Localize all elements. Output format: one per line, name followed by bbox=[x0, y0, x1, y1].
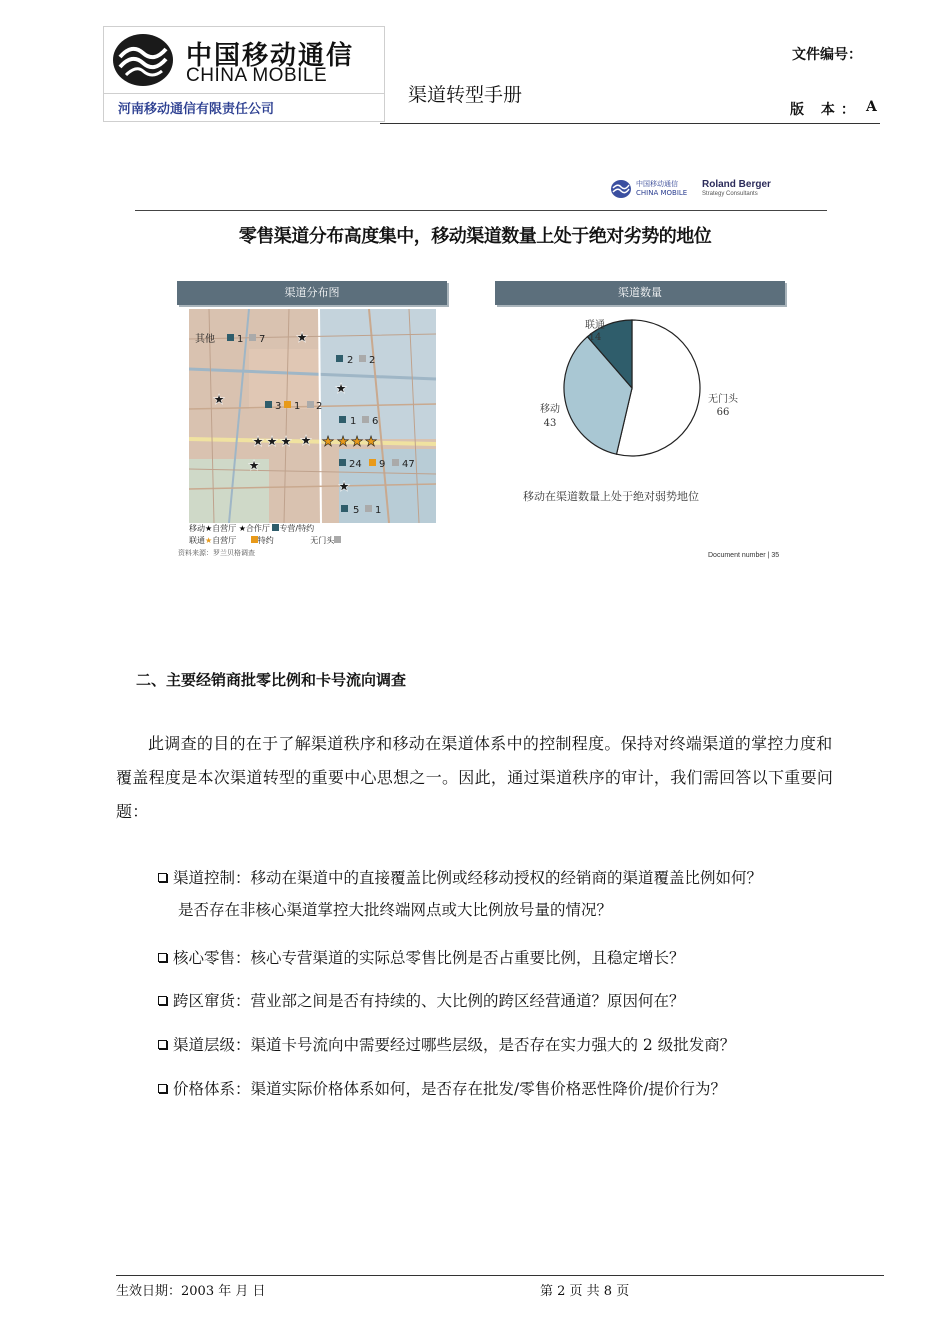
slide-title: 零售渠道分布高度集中，移动渠道数量上处于绝对劣势的地位 bbox=[238, 226, 712, 247]
bullet-cross-region: 跨区窜货：营业部之间是否有持续的、大比例的跨区经营通道？原因何在？ bbox=[158, 985, 858, 1017]
map-label: 3 bbox=[275, 401, 282, 412]
svg-text:★: ★ bbox=[212, 392, 226, 408]
bullet-channel-levels: 渠道层级：渠道卡号流向中需要经过哪些层级，是否存在实力强大的 2 级批发商？ bbox=[158, 1029, 858, 1061]
document-number-label: 文件编号： bbox=[792, 47, 862, 63]
pie-label-unicom-value: 14 bbox=[588, 332, 602, 343]
pie-caption: 移动在渠道数量上处于绝对弱势地位 bbox=[523, 490, 699, 503]
footer-divider bbox=[116, 1275, 884, 1276]
svg-text:★: ★ bbox=[295, 330, 309, 346]
svg-text:★: ★ bbox=[364, 434, 378, 450]
svg-text:★: ★ bbox=[251, 434, 265, 450]
slide-logos bbox=[610, 177, 790, 201]
map-legend: 移动★自营厅 ★合作厅 专营/特约 联通★自营厅 特约 无门头 bbox=[189, 523, 389, 547]
svg-text:★: ★ bbox=[321, 434, 335, 450]
map-label: 2 bbox=[369, 355, 376, 366]
section-heading: 二、主要经销商批零比例和卡号流向调查 bbox=[136, 671, 407, 689]
svg-text:★: ★ bbox=[337, 479, 351, 495]
map-label: 7 bbox=[259, 334, 266, 345]
map-label: 5 bbox=[353, 505, 360, 516]
svg-text:★: ★ bbox=[299, 433, 313, 449]
map-source: 资料来源：罗兰贝格调查 bbox=[178, 549, 255, 557]
svg-text:★: ★ bbox=[336, 434, 350, 450]
svg-text:★: ★ bbox=[279, 434, 293, 450]
map-label: 1 bbox=[237, 334, 244, 345]
svg-text:★: ★ bbox=[350, 434, 364, 450]
bullet-core-retail: 核心零售：核心专营渠道的实际总零售比例是否占重要比例，且稳定增长？ bbox=[158, 942, 858, 974]
pie-label-mobile-value: 43 bbox=[543, 418, 557, 429]
map-label: 47 bbox=[402, 459, 415, 470]
version-label: 版 本： bbox=[790, 102, 861, 118]
pie-label-nodoor-name: 无门头 bbox=[708, 394, 738, 405]
map-label-other: 其他 bbox=[195, 334, 215, 345]
pie-label-mobile-name: 移动 bbox=[540, 404, 560, 415]
channel-count-pie-chart bbox=[520, 310, 760, 470]
logo-english-text: CHINA MOBILE bbox=[186, 65, 328, 86]
slide-logo-roland-berger: Roland Berger bbox=[702, 179, 771, 190]
bullet-price-system: 价格体系：渠道实际价格体系如何，是否存在批发/零售价格恶性降价/提价行为？ bbox=[158, 1073, 858, 1105]
bullet-channel-control: 渠道控制：移动在渠道中的直接覆盖比例或经移动授权的经销商的渠道覆盖比例如何？ 是否存在非核心渠道掌控大批终端网点或大比例放号量的情况？ bbox=[158, 862, 858, 926]
china-mobile-small-icon bbox=[610, 179, 632, 199]
svg-text:★: ★ bbox=[334, 381, 348, 397]
checkbox-bullet-icon bbox=[158, 953, 167, 962]
pie-label-nodoor-value: 66 bbox=[716, 407, 730, 418]
china-mobile-logo bbox=[103, 26, 385, 94]
checkbox-bullet-icon bbox=[158, 1040, 167, 1049]
map-label: 1 bbox=[350, 416, 357, 427]
map-label: 9 bbox=[379, 459, 386, 470]
slide-logo-rb-sub: Strategy Consultants bbox=[702, 191, 758, 197]
document-title: 渠道转型手册 bbox=[408, 84, 523, 106]
footer-page-number: 第 2 页 共 8 页 bbox=[540, 1284, 630, 1299]
svg-text:★: ★ bbox=[265, 434, 279, 450]
map-label: 1 bbox=[294, 401, 301, 412]
logo-chinese-text: 中国移动通信 bbox=[186, 41, 355, 71]
intro-paragraph: 此调查的目的在于了解渠道秩序和移动在渠道体系中的控制程度。保持对终端渠道的掌控力度和覆盖程度是本次渠道转型的重要中心思想之一。因此，通过渠道秩序的审计，我们需回答以下重要问题： bbox=[116, 734, 834, 821]
pie-slices bbox=[564, 320, 700, 456]
slide-document-number: Document number | 35 bbox=[708, 552, 780, 559]
checkbox-bullet-icon bbox=[158, 1084, 167, 1093]
map-label: 6 bbox=[372, 416, 379, 427]
slide-divider bbox=[135, 210, 827, 211]
checkbox-bullet-icon bbox=[158, 996, 167, 1005]
map-panel-title: 渠道分布图 bbox=[177, 281, 447, 305]
company-name: 河南移动通信有限责任公司 bbox=[118, 102, 275, 117]
map-label: 24 bbox=[349, 459, 362, 470]
slide-logo-cm: 中国移动通信 CHINA MOBILE bbox=[636, 180, 688, 197]
channel-distribution-map bbox=[189, 309, 436, 523]
map-label: 2 bbox=[347, 355, 354, 366]
map-label: 1 bbox=[375, 505, 382, 516]
map-label: 2 bbox=[316, 401, 323, 412]
checkbox-bullet-icon bbox=[158, 873, 167, 882]
footer-effective-date: 生效日期：2003 年 月 日 bbox=[116, 1284, 266, 1299]
pie-panel-title: 渠道数量 bbox=[495, 281, 785, 305]
svg-text:★: ★ bbox=[247, 458, 261, 474]
china-mobile-logo-icon bbox=[112, 33, 174, 87]
company-box bbox=[103, 93, 385, 122]
version-value: A bbox=[866, 99, 877, 115]
header-divider bbox=[380, 123, 880, 124]
pie-label-unicom-name: 联通 bbox=[585, 320, 605, 331]
